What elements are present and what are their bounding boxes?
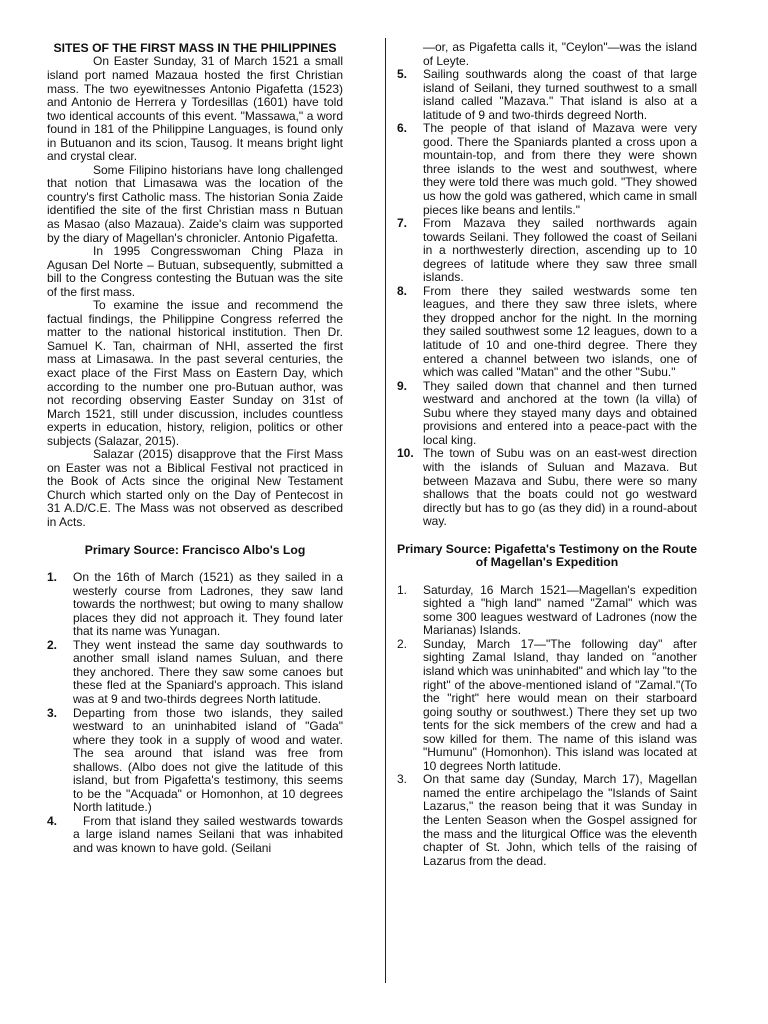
- list-item: [397, 447, 697, 528]
- item-text: On that same day (Sunday, March 17), Magellan named the entire archipelago the "Islands of Saint Lazarus," the reason being that it was Sunday in the Lenten Season when the Gospel assigned for the mass and the liturgical Office was the eleventh chapter of St. John, which tells of the raising of Lazarus from the dead.: [423, 772, 697, 868]
- albo-list-part-1: [47, 571, 343, 855]
- list-item: [397, 584, 697, 638]
- paragraph: To examine the issue and recommend the factual findings, the Philippine Congress referred the matter to the national historical institution. Then Dr. Samuel K. Tan, chairman of NHI, asserted the first mass at Limasawa. In the past several centuries, the exact place of the First Mass on Eastern Day, which according to the number one pro-Butuan author, was not recording observing Easter Sunday on 31st of March 1521, still under discussion, includes countless experts in education, history, religion, politics or other subjects (Salazar, 2015).: [47, 298, 343, 448]
- item-number: 10.: [397, 446, 414, 461]
- item-number: 1.: [47, 570, 58, 585]
- paragraph: Some Filipino historians have long challenged that notion that Limasawa was the location of the country's first Catholic mass. The historian Sonia Zaide identified the site of the first Christian mass n Butuan as Masao (also Mazaua). Zaide's claim was supported by the diary of Magellan's chronicler. Antonio Pigafetta.: [47, 162, 343, 245]
- paragraph: In 1995 Congresswoman Ching Plaza in Agusan Del Norte – Butuan, subsequently, submitted a bill to the Congress contesting the Butuan was the site of the first mass.: [47, 244, 343, 299]
- item-number: 4.: [47, 813, 58, 828]
- list-item: [397, 122, 697, 217]
- item-text: Saturday, 16 March 1521—Magellan's expedition sighted a "high land" named "Zamal" which was some 300 leagues westward of Ladrones (now the Marianas) Islands.: [423, 582, 697, 638]
- list-item: [397, 773, 697, 868]
- list-item: [397, 638, 697, 773]
- albo-list-part-2: [397, 68, 697, 529]
- item-text: From that island they sailed westwards towards a large island names Seilani that was inhabited and was known to have gold. (Seilani: [73, 813, 343, 855]
- item-number: 3.: [397, 772, 408, 787]
- item-number: 2.: [47, 637, 58, 652]
- item-number: 3.: [47, 705, 58, 720]
- pigafetta-section-title: Primary Source: Pigafetta's Testimony on the Route of Magellan's Expedition: [397, 541, 697, 570]
- list-item: [397, 217, 697, 285]
- item-text: On the 16th of March (1521) as they sailed in a westerly course from Ladrones, they saw land towards the northwest; but owing to many shallow places they did not approach it. They found later that its name was Yunagan.: [73, 570, 343, 639]
- list-item: [397, 285, 697, 380]
- document-title: SITES OF THE FIRST MASS IN THE PHILIPPINES: [53, 41, 337, 55]
- list-item: [47, 815, 343, 856]
- column-divider: [385, 38, 386, 983]
- item-text: The town of Subu was on an east-west direction with the islands of Suluan and Mazava. But between Mazava and Subu, there were so many shallows that the boats could not go westward directly but has to go (as they did) in a round-about way.: [423, 446, 697, 529]
- item-number: 7.: [397, 216, 408, 231]
- item-text: From Mazava they sailed northwards again towards Seilani. They followed the coast of Seilani in a northwesterly direction, ascending up to 10 degrees of latitude where they saw three small islands.: [423, 216, 697, 285]
- right-column: [397, 41, 697, 868]
- item-number: 1.: [397, 582, 408, 597]
- item-text: The people of that island of Mazava were very good. There the Spaniards planted a cross upon a mountain-top, and from there they were shown three islands to the west and southwest, where they were told there was much gold. "They showed us how the gold was gathered, which came in small pieces like beans and lentils.": [423, 121, 697, 217]
- pigafetta-list: [397, 584, 697, 868]
- paragraph: On Easter Sunday, 31 of March 1521 a small island port named Mazaua hosted the first Christian mass. The two eyewitnesses Antonio Pigafetta (1523) and Antonio de Herrera y Tordesillas (1601) have told two identical accounts of this event. "Massawa," a word found in 181 of the Philippine Languages, is found only in Butuanon and its scion, Tausog. It means bright light and crystal clear.: [47, 54, 343, 164]
- item-number: 6.: [397, 121, 408, 136]
- item-text: Departing from those two islands, they sailed westward to an uninhabited island of "Gada" where they took in a supply of wood and water. The sea around that island was free from shallows. (Albo does not give the latitude of this island, but from Pigafetta's testimony, this seems to be the "Acquada" or Homonhon, at 10 degrees North latitude.): [73, 705, 343, 815]
- item-number: 2.: [397, 636, 408, 651]
- item-text: From there they sailed westwards some ten leagues, and there they saw three islets, where they dropped anchor for the night. In the morning they sailed southwest some 12 leagues, down to a latitude of 10 and one-third degree. There they entered a channel between two islands, one of which was called "Matan" and the other "Subu.": [423, 283, 697, 380]
- list-item: [47, 571, 343, 639]
- albo-section-title: Primary Source: Francisco Albo's Log: [84, 542, 306, 557]
- item-text: Sailing southwards along the coast of that large island of Seilani, they turned southwest to a small island called "Mazava." That island is also at a latitude of 9 and two-thirds degreed North.: [423, 67, 697, 122]
- item-text: They sailed down that channel and then turned westward and anchored at the town (la villa) of Subu where they stayed many days and obtained provisions and entered into a peace-pact with the local king.: [423, 378, 697, 447]
- continued-text: —or, as Pigafetta calls it, "Ceylon"—was the island of Leyte.: [423, 40, 697, 68]
- list-item: [397, 68, 697, 122]
- list-item: [47, 639, 343, 707]
- item-text: Sunday, March 17—"The following day" after sighting Zamal Island, thay landed on "another island which was uninhabited" and which lay "to the right" of the above-mentioned island of "Zamal."(To the "right" here would mean on their starboard going southy or southwest.) There they set up two tents for the sick members of the crew and had a sow killed for them. The name of this island was "Humunu" (Homonhon). This island was located at 10 degrees North latitude.: [423, 636, 697, 773]
- item-number: 8.: [397, 283, 408, 298]
- item-number: 9.: [397, 378, 408, 393]
- list-item: [397, 380, 697, 448]
- paragraph: Salazar (2015) disapprove that the First Mass on Easter was not a Biblical Festival not practiced in the Book of Acts since the original New Testament Church which started only on the Day of Pentecost in 31 A.D/C.E. The Mass was not observed as described in Acts.: [47, 447, 343, 529]
- list-item: [47, 707, 343, 815]
- item-number: 5.: [397, 67, 408, 82]
- left-column: [47, 42, 343, 856]
- item-text: They went instead the same day southwards to another small island names Suluan, and there they anchored. There they saw some canoes but these fled at the Spaniard's approach. This island was at 9 and two-thirds degrees North latitude.: [73, 637, 343, 706]
